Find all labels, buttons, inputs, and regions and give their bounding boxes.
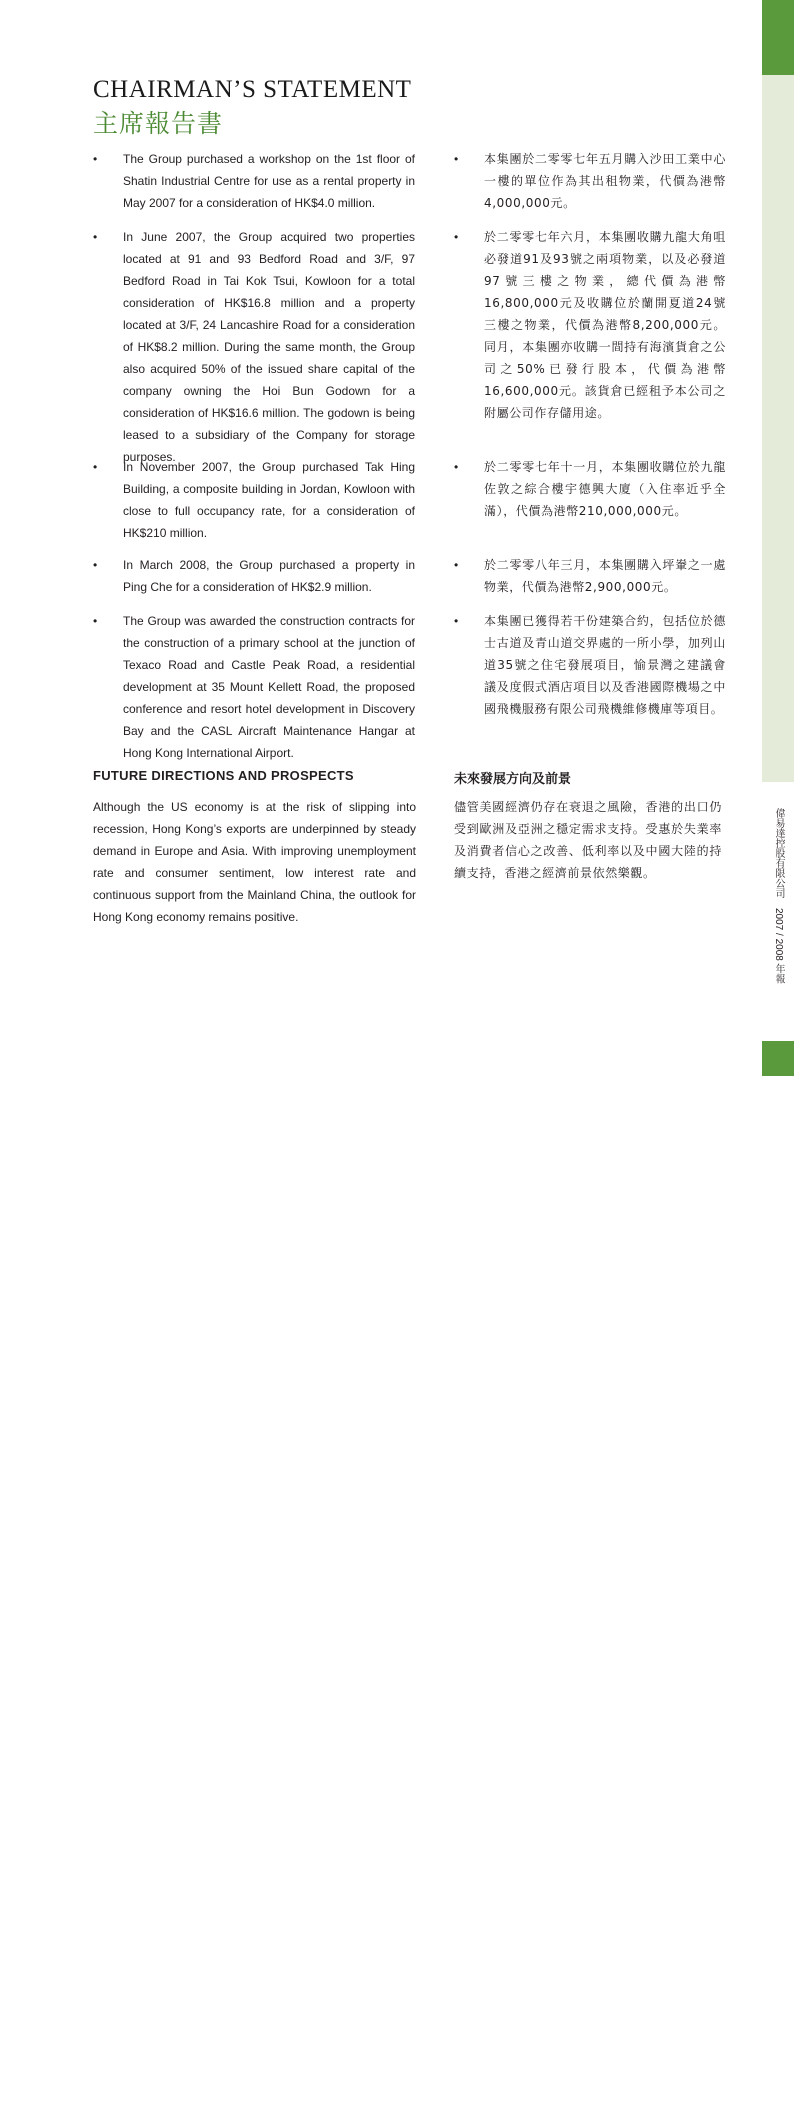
bullet-icon: • [454, 152, 459, 166]
bullet-text-zh: 於二零零七年六月，本集團收購九龍大角咀必發道91及93號之兩項物業，以及必發道97號三樓之物業，總代價為港幣16,800,000元及收購位於蘭開夏道24號三樓之物業，代價為港幣8,200,000元。同月，本集團亦收購一間持有海濱貨倉之公司之50%已發行股本，代價為港幣16,600,000元。該貨倉已經租予本公司之附屬公司作存儲用途。 [484, 230, 726, 420]
page-title-chinese: 主席報告書 [93, 109, 224, 138]
bullet-icon: • [93, 614, 98, 628]
bullet-text-en: The Group was awarded the construction contracts for the construction of a primary school at the junction of Texaco Road and Castle Peak Road, a residential development at 35 Mount Kellett Road, the proposed conference and resort hotel development in Discovery Bay and the CASL Aircraft Maintenance Hangar at Hong Kong International Airport. [123, 614, 415, 760]
bullet-text-zh: 本集團已獲得若干份建築合約，包括位於德士古道及青山道交界處的一所小學，加列山道35號之住宅發展項目，愉景灣之建議會議及度假式酒店項目以及香港國際機場之中國飛機服務有限公司飛機維修機庫等項目。 [484, 614, 726, 716]
bullet-text-en: In June 2007, the Group acquired two properties located at 91 and 93 Bedford Road and 3/F, 97 Bedford Road in Tai Kok Tsui, Kowloon for a total consideration of HK$16.8 million and a property located at 3/F, 24 Lancashire Road for a consideration of HK$8.2 million. During the same month, the Group also acquired 50% of the issued share capital of the company owning the Hoi Bun Godown for a consideration of HK$16.6 million. The godown is being leased to a subsidiary of the Company for storage purposes. [123, 230, 415, 464]
side-caption [770, 808, 786, 984]
bullet-icon: • [454, 230, 459, 244]
bullet-icon: • [454, 460, 459, 474]
side-year: 2007 / 2008 年報 [773, 908, 784, 984]
bullet-icon: • [454, 614, 459, 628]
page-title-english: CHAIRMAN’S STATEMENT [93, 76, 412, 103]
section-heading-chinese: 未來發展方向及前景 [454, 772, 572, 787]
bullet-icon: • [93, 152, 98, 166]
bullet-icon: • [93, 460, 98, 474]
side-strip-top-block [762, 0, 794, 75]
section-paragraph-english: Although the US economy is at the risk of slipping into recession, Hong Kong’s exports are underpinned by steady demand in Europe and Asia. With improving unemployment rate and consumer sentiment, low interest rate and continuous support from the Mainland China, the outlook for Hong Kong economy remains positive. [93, 800, 416, 924]
side-company: 偉易達控股有限公司 [773, 808, 784, 898]
bullet-text-zh: 本集團於二零零七年五月購入沙田工業中心一樓的單位作為其出租物業，代價為港幣4,000,000元。 [484, 152, 726, 210]
page-number-block [762, 1041, 794, 2101]
bullet-icon: • [454, 558, 459, 572]
section-paragraph-chinese: 儘管美國經濟仍存在衰退之風險，香港的出口仍受到歐洲及亞洲之穩定需求支持。受惠於失業率及消費者信心之改善、低利率以及中國大陸的持續支持，香港之經濟前景依然樂觀。 [454, 800, 722, 880]
bullet-text-en: In March 2008, the Group purchased a property in Ping Che for a consideration of HK$2.9 million. [123, 558, 415, 594]
section-heading-english: FUTURE DIRECTIONS AND PROSPECTS [93, 768, 354, 783]
bullet-text-zh: 於二零零七年十一月，本集團收購位於九龍佐敦之綜合樓宇德興大廈（入住率近乎全滿），代價為港幣210,000,000元。 [484, 460, 726, 518]
bullet-text-en: In November 2007, the Group purchased Tak Hing Building, a composite building in Jordan, Kowloon with close to full occupancy rate, for a consideration of HK$210 million. [123, 460, 415, 540]
bullet-text-zh: 於二零零八年三月，本集團購入坪輋之一處物業，代價為港幣2,900,000元。 [484, 558, 726, 594]
bullet-icon: • [93, 230, 98, 244]
bullet-icon: • [93, 558, 98, 572]
bullet-text-en: The Group purchased a workshop on the 1st floor of Shatin Industrial Centre for use as a rental property in May 2007 for a consideration of HK$4.0 million. [123, 152, 415, 210]
page-number: 9 [774, 2089, 782, 2101]
